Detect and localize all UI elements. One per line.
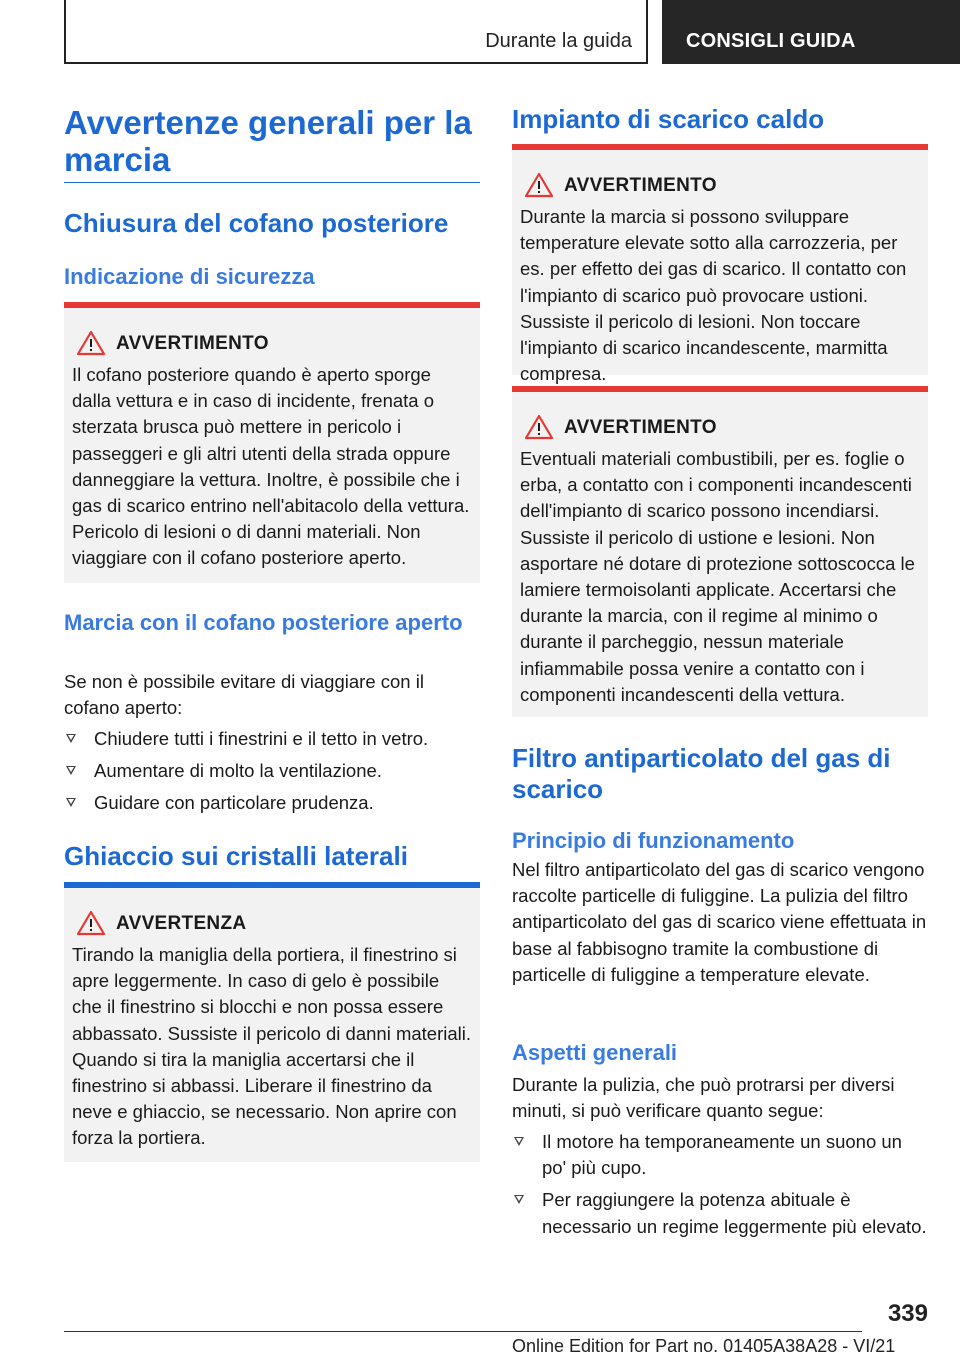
- warning-triangle-icon: [524, 172, 554, 198]
- bullet-triangle-icon: [66, 766, 76, 775]
- bullet-triangle-icon: [66, 734, 76, 743]
- title-rule: [64, 182, 480, 183]
- list-item: Aumentare di molto la ventilazione.: [64, 758, 480, 784]
- warning-triangle-icon: [524, 414, 554, 440]
- section-heading-ice: Ghiaccio sui cristalli laterali: [64, 841, 408, 871]
- principle-text: Nel filtro antiparticolato del gas di scarico vengono raccolte particelle di fuliggine. La pulizia del filtro antiparticolato del gas di scarico viene effettuata in base al fabbisogno tramite la combustione di particelle di fuliggine a temperature elevate.: [512, 859, 927, 985]
- subheading-open-tailgate: Marcia con il cofano posteriore aperto: [64, 610, 463, 635]
- warning-text: Il cofano posteriore quando è aperto sporge dalla vettura e in caso di incidente, frenata o sterzata brusca può mettere in pericolo i passeggeri e gli altri utenti della strada oppure danneggiare la vettura. Inoltre, è possibile che i gas di scarico entrino nell'abitacolo della vettura. Pericolo di lesioni o di danni materiali. Non viaggiare con il cofano posteriore aperto.: [72, 364, 470, 569]
- list-item: Guidare con particolare prudenza.: [64, 790, 480, 816]
- header-chapter-tab: [662, 0, 960, 64]
- warning-title: AVVERTIMENTO: [564, 175, 717, 196]
- list-item: Il motore ha temporaneamente un suono un po' più cupo.: [512, 1129, 928, 1181]
- warning-box-exhaust-hot: [512, 144, 928, 385]
- footer-rule: [64, 1331, 862, 1332]
- warning-text: Tirando la maniglia della portiera, il finestrino si apre leggermente. In caso di gelo è possibile che il finestrino si blocchi e non possa essere abbassato. Sussiste il pericolo di danni materiali. Quando si tira la maniglia accertarsi che il finestrino si abbassi. Liberare il finestrino da neve e ghiaccio, se necessario. Non aprire con forza la portiera.: [72, 944, 471, 1149]
- section-heading-exhaust: Impianto di scarico caldo: [512, 104, 825, 134]
- page-title: Avvertenze generali per la marcia: [64, 104, 472, 178]
- bullet-triangle-icon: [514, 1137, 524, 1146]
- subheading-principle: Principio di funzionamento: [512, 828, 795, 853]
- warning-title: AVVERTIMENTO: [564, 417, 717, 438]
- warning-header: [520, 414, 920, 444]
- bullet-triangle-icon: [514, 1195, 524, 1204]
- warning-text: Durante la marcia si possono sviluppare temperature elevate sotto alla carrozzeria, per es. per effetto dei gas di scarico. Il contatto con l'impianto di scarico può provocare ustioni. Sussiste il pericolo di lesioni. Non toccare l'impianto di scarico incandescente, marmitta compresa.: [520, 206, 907, 385]
- header-section-title: Durante la guida: [485, 30, 632, 52]
- warning-box-tailgate: [64, 302, 480, 583]
- subheading-safety: Indicazione di sicurezza: [64, 264, 315, 289]
- section-heading-tailgate: Chiusura del cofano posteriore: [64, 208, 449, 238]
- warning-text: Eventuali materiali combustibili, per es. foglie o erba, a contatto con i componenti incandescenti dell'impianto di scarico possono incendiarsi. Sussiste il pericolo di ustione e lesioni. Non asportare né dotare di protezione sottoscocca le lamiere termoisolanti applicate. Accertarsi che durante la marcia, con il regime al minimo o durante il parcheggio, nessun materiale infiammabile possa venire a contatto con i componenti incandescenti della vettura.: [520, 448, 915, 705]
- warning-title: AVVERTIMENTO: [116, 333, 269, 354]
- general-text: Durante la pulizia, che può protrarsi per diversi minuti, si può verificare quanto segue:: [512, 1074, 895, 1122]
- warning-header: [72, 330, 472, 360]
- subheading-general: Aspetti generali: [512, 1040, 678, 1065]
- warning-header: [72, 910, 472, 940]
- header-section-box: [64, 0, 648, 64]
- list-item: Per raggiungere la potenza abituale è necessario un regime leggermente più elevato.: [512, 1187, 928, 1239]
- bullet-triangle-icon: [66, 798, 76, 807]
- header-chapter-title: CONSIGLI GUIDA: [686, 30, 856, 52]
- warning-box-combustibles: [512, 386, 928, 717]
- warning-triangle-icon: [76, 330, 106, 356]
- list-item: Chiudere tutti i finestrini e il tetto in vetro.: [64, 726, 480, 752]
- page-number: 339: [887, 1300, 928, 1327]
- warning-title: AVVERTENZA: [116, 913, 247, 934]
- section-heading-particulate-filter: Filtro antiparticolato del gas di scarico: [512, 743, 891, 804]
- warning-header: [520, 172, 920, 202]
- warning-triangle-icon: [76, 910, 106, 936]
- warning-box-ice: [64, 882, 480, 1162]
- open-tailgate-intro: Se non è possibile evitare di viaggiare con il cofano aperto:: [64, 671, 424, 719]
- open-tailgate-list: [64, 726, 480, 823]
- general-list: [512, 1129, 928, 1246]
- footer-edition: Online Edition for Part no. 01405A38A28 - VI/21: [512, 1336, 896, 1356]
